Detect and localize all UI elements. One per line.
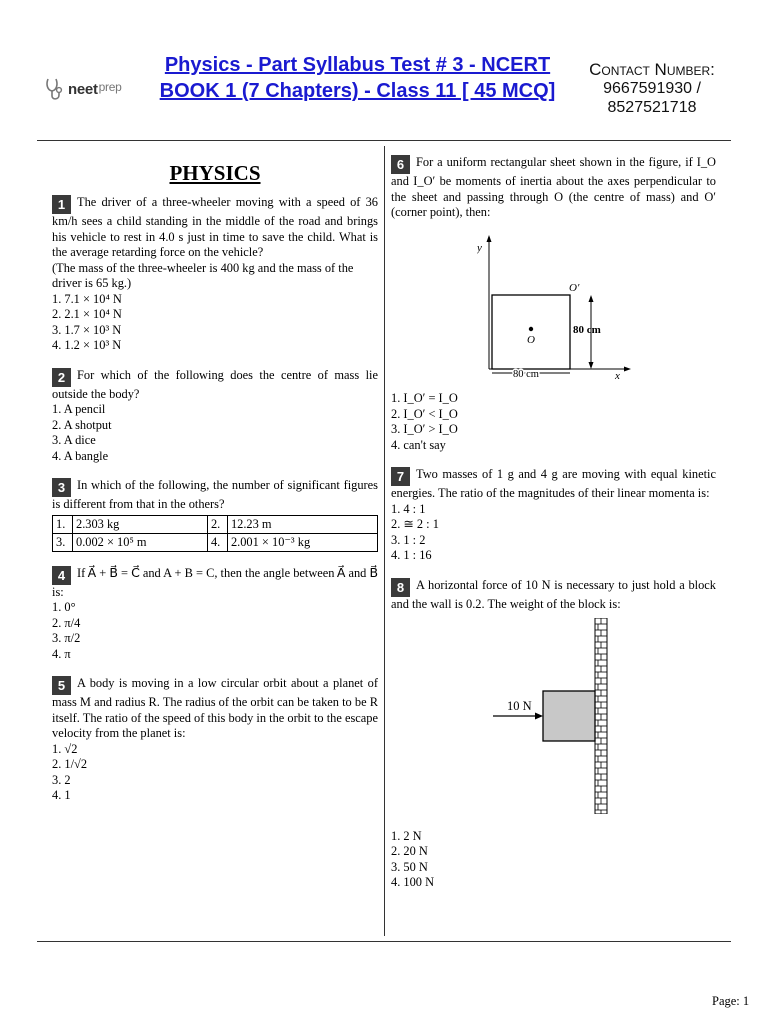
question-note: (The mass of the three-wheeler is 400 kg and the mass of the driver is 65 kg.) <box>52 260 354 290</box>
width-dimension-label: 80 cm <box>513 368 539 379</box>
option-1[interactable]: 1. A pencil <box>52 402 106 416</box>
footer-divider <box>37 941 731 942</box>
options-table <box>52 515 378 552</box>
option-2[interactable]: 12.23 m <box>227 515 377 533</box>
option-4[interactable]: 4. 1.2 × 10³ N <box>52 338 122 352</box>
option-4[interactable]: 4. can't say <box>391 437 446 452</box>
point-o-prime-label: O′ <box>569 281 580 294</box>
question-text: For which of the following does the centre of mass lie outside the body? <box>52 367 378 401</box>
page-number: Page: 1 <box>712 994 750 1008</box>
question-number: 6 <box>391 155 410 174</box>
option-1[interactable]: 1. 0° <box>52 600 76 614</box>
question-text: Two masses of 1 g and 4 g are moving with equal kinetic energies. The ratio of the magnitudes of their linear momenta is: <box>391 467 716 500</box>
option-3[interactable]: 3. 1 : 2 <box>391 532 426 547</box>
option-2[interactable]: 2. ≅ 2 : 1 <box>391 517 439 531</box>
table-cell: 1. <box>53 515 73 533</box>
left-column <box>52 155 378 818</box>
x-axis-label: x <box>615 369 620 379</box>
question-3 <box>52 478 378 552</box>
option-3[interactable]: 3. A dice <box>52 433 96 447</box>
question-text: The driver of a three-wheeler moving with a speed of 36 km/h sees a child standing in the middle of the road and brings his vehicle to rest in 4.0 s just in time to save the child. What is the average retarding force on the vehicle? <box>52 195 378 259</box>
table-row <box>53 533 378 551</box>
question-number: 7 <box>391 467 410 486</box>
neetprep-logo[interactable] <box>44 76 121 102</box>
question-text: A body is moving in a low circular orbit about a planet of mass M and radius R. The radius of the orbit can be taken to be R itself. The ratio of the speed of this body in the orbit to the escape velocity from the planet is: <box>52 676 378 740</box>
contact-block <box>572 60 732 117</box>
question-text: For a uniform rectangular sheet shown in the figure, if I_O and I_O′ be moments of inertia about the axes perpendicular to the sheet and passing through O (the centre of mass) and O′ (corner point), then: <box>391 155 716 219</box>
question-number: 1 <box>52 195 71 214</box>
option-1[interactable]: 1. 2 N <box>391 828 422 843</box>
option-2[interactable]: 2. A shotput <box>52 417 112 432</box>
question-8 <box>391 578 716 891</box>
option-4[interactable]: 4. π <box>52 646 71 661</box>
point-o-label: O <box>527 333 535 346</box>
option-3[interactable]: 3. 50 N <box>391 859 428 874</box>
question-1 <box>52 195 378 354</box>
option-3[interactable]: 3. I_O′ > I_O <box>391 422 458 436</box>
section-heading: PHYSICS <box>169 161 261 185</box>
option-4[interactable]: 2.001 × 10⁻³ kg <box>227 533 377 551</box>
question-7 <box>391 467 716 564</box>
option-3[interactable]: 0.002 × 10⁵ m <box>73 533 208 551</box>
option-4[interactable]: 4. 100 N <box>391 875 435 889</box>
option-2[interactable]: 2. 1/√2 <box>52 757 88 771</box>
table-cell: 4. <box>207 533 227 551</box>
table-cell: 3. <box>53 533 73 551</box>
option-4[interactable]: 4. 1 : 16 <box>391 548 432 562</box>
question-number: 8 <box>391 578 410 597</box>
test-title[interactable]: Physics - Part Syllabus Test # 3 - NCERT BOOK 1 (7 Chapters) - Class 11 [ 45 MCQ] <box>159 54 556 102</box>
question-text: In which of the following, the number of significant figures is different from that in the others? <box>52 478 378 511</box>
height-dimension-label: 80 cm <box>573 323 601 336</box>
question-5 <box>52 676 378 804</box>
block-wall-figure <box>487 618 627 814</box>
question-number: 4 <box>52 566 71 585</box>
option-2[interactable]: 2. 2.1 × 10⁴ N <box>52 307 122 321</box>
option-1[interactable]: 1. 7.1 × 10⁴ N <box>52 291 122 306</box>
y-axis-label: y <box>477 241 482 254</box>
question-6 <box>391 155 716 453</box>
question-number: 3 <box>52 478 71 497</box>
option-1[interactable]: 1. √2 <box>52 741 78 756</box>
table-row <box>53 515 378 533</box>
logo-text: neet$^{prep}$ <box>68 79 122 98</box>
stethoscope-icon <box>44 76 66 102</box>
option-3[interactable]: 3. π/2 <box>52 631 81 645</box>
contact-numbers: 9667591930 / 8527521718 <box>603 80 701 116</box>
force-label: 10 N <box>507 699 532 713</box>
question-2 <box>52 368 378 465</box>
question-text: If A⃗ + B⃗ = C⃗ and A + B = C, then the angle between A⃗ and B⃗ is: <box>52 565 378 599</box>
option-1[interactable]: 1. 4 : 1 <box>391 501 426 516</box>
option-4[interactable]: 4. 1 <box>52 788 71 802</box>
header-divider <box>37 140 731 141</box>
option-3[interactable]: 3. 1.7 × 10³ N <box>52 322 122 337</box>
rectangular-sheet-figure <box>477 231 637 379</box>
option-1[interactable]: 2.303 kg <box>73 515 208 533</box>
table-cell: 2. <box>207 515 227 533</box>
option-2[interactable]: 2. π/4 <box>52 615 81 630</box>
column-divider <box>384 146 385 936</box>
question-4 <box>52 566 378 663</box>
contact-label: Contact Number: <box>589 60 715 79</box>
option-1[interactable]: 1. I_O′ = I_O <box>391 391 458 405</box>
question-number: 5 <box>52 676 71 695</box>
option-4[interactable]: 4. A bangle <box>52 448 109 463</box>
option-3[interactable]: 3. 2 <box>52 772 71 787</box>
page-header <box>0 0 768 140</box>
option-2[interactable]: 2. I_O′ < I_O <box>391 406 458 421</box>
option-2[interactable]: 2. 20 N <box>391 844 428 858</box>
question-text: A horizontal force of 10 N is necessary to just hold a block and the wall is 0.2. The weight of the block is: <box>391 577 716 611</box>
right-column <box>391 155 716 905</box>
question-number: 2 <box>52 368 71 387</box>
